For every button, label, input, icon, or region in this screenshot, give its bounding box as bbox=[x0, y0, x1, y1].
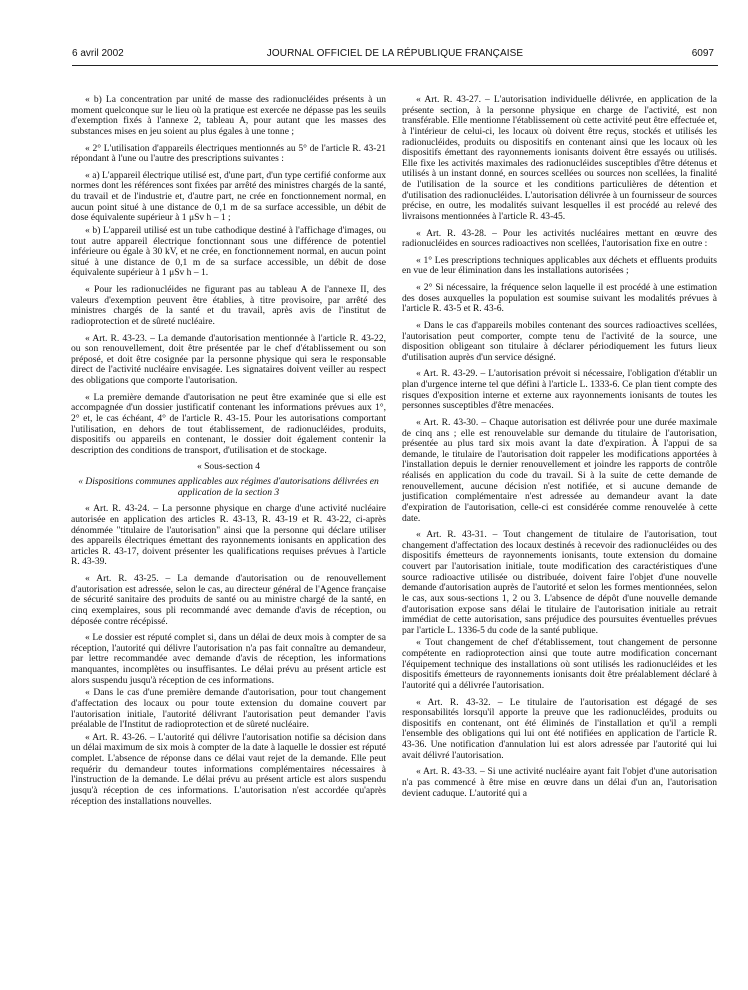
paragraph: « Tout changement de chef d'établissement, tout changement de personne compétente en radioprotection ainsi que toute autre modification concernant l'équipement technique des installations où sont utilisés les radionucléides et les dispositifs émetteurs de rayonnements ionisants doit être préalablement déclaré à l'autorité qui a délivrée l'autorisation. bbox=[402, 637, 717, 691]
section-title: « Sous-section 4 bbox=[196, 461, 261, 473]
paragraph: « a) L'appareil électrique utilisé est, d'une part, d'un type certifié conforme aux normes dont les références sont fixées par arrêté des ministres chargés de la santé, du travail et de l'industrie et, d'autre part, ne crée en fonctionnement normal, en aucun point situé à une distance de 0,1 m de sa surface accessible, un débit de dose équivalente supérieur à 1 μSv h – 1 ; bbox=[71, 169, 386, 224]
paragraph: « Art. R. 43-30. – Chaque autorisation est délivrée pour une durée maximale de cinq ans ; elle est renouvelable sur demande du titulaire de l'autorisation, présentée au plus tard six mois avant la date d'expiration. À l'appui de sa demande, le titulaire de l'autorisation doit rappeler les modifications apportées à l'installation depuis le dernier renouvellement et joindre les rapports de contrôle réalisés en application du code du travail. Si à la suite de cette demande de renouvellement, aucune décision n'est notifiée, et si aucune demande de justification complémentaire n'est adressée au demandeur avant la date d'expiration de l'autorisation, celle-ci est considérée comme renouvelée à cette date. bbox=[402, 416, 717, 524]
paragraph: « 1° Les prescriptions techniques applicables aux déchets et effluents produits en vue de leur élimination dans les installations autorisées ; bbox=[402, 254, 717, 277]
header-journal-title: JOURNAL OFFICIEL DE LA RÉPUBLIQUE FRANÇAISE bbox=[266, 48, 524, 59]
paragraph: « b) La concentration par unité de masse des radionucléides présents à un moment quelconque sur le lieu où la pratique est exercée ne dépasse pas les seuils d'exemption fixés à l'annexe 2, tableau A, pour autant que les masses des substances mises en jeu soient au plus égales à une tonne ; bbox=[71, 94, 386, 137]
header-rule bbox=[72, 65, 718, 66]
paragraph: « Art. R. 43-25. – La demande d'autorisation ou de renouvellement d'autorisation est adressée, selon le cas, au directeur général de l'Agence française de sécurité sanitaire des produits de santé ou au ministre chargé de la santé, en cinq exemplaires, sous pli recommandé avec demande d'avis de réception, ou déposée contre récépissé. bbox=[71, 573, 386, 627]
paragraph: « Art. R. 43-26. – L'autorité qui délivre l'autorisation notifie sa décision dans un délai maximum de six mois à compter de la date à laquelle le dossier est réputé complet. L'absence de réponse dans ce délai vaut rejet de la demande. Elle peut requérir du demandeur toutes informations complémentaires nécessaires à l'instruction de la demande. Le délai prévu au présent article est alors suspendu jusqu'à réception de ces informations. L'autorisation n'est accordée qu'après réception des installations nouvelles. bbox=[71, 731, 386, 807]
header-date: 6 avril 2002 bbox=[72, 48, 124, 59]
paragraph: « 2° L'utilisation d'appareils électriques mentionnés au 5° de l'article R. 43-21 répondant à l'une ou l'autre des prescriptions suivantes : bbox=[71, 142, 386, 165]
paragraph: « Art. R. 43-28. – Pour les activités nucléaires mettant en œuvre des radionucléides en sources radioactives non scellées, l'autorisation fixe en outre : bbox=[402, 227, 717, 250]
paragraph: « La première demande d'autorisation ne peut être examinée que si elle est accompagnée d'un dossier justificatif contenant les informations prévues aux 1°, 2° et, le cas échéant, 4° de l'article R. 43-15. Pour les autorisations comportant l'utilisation, en dehors de tout établissement, de radionucléides, produits, dispositifs ou appareils en contenant, le dossier doit également contenir la description des conditions de transport, d'utilisation et de stockage. bbox=[71, 391, 386, 456]
paragraph: « Art. R. 43-27. – L'autorisation individuelle délivrée, en application de la présente section, à la personne physique en charge de l'activité, est non transférable. Elle mentionne l'établissement où cette activité peut être effectuée et, à l'intérieur de celui-ci, les locaux où doivent être reçus, stockés et utilisés les radionucléides, produits ou dispositifs en contenant ainsi que les locaux où les dispositifs émettant des rayonnements ionisants doivent être essayés ou utilisés. Elle fixe les activités maximales des radionucléides susceptibles d'être détenus et utilisés à un instant donné, en sources scellées ou sources non scellées, la finalité de l'utilisation de la source et les conditions particulières de détention et d'utilisation des radionucléides. L'autorisation délivrée à un fournisseur de sources précise, en outre, les modalités suivant lesquelles il est procédé au relevé des livraisons mentionnées à l'article R. 43-45. bbox=[402, 94, 717, 222]
paragraph: « Art. R. 43-29. – L'autorisation prévoit si nécessaire, l'obligation d'établir un plan d'urgence interne tel que défini à l'article L. 1333-6. Ce plan tient compte des risques d'exposition interne et externe aux rayonnements ionisants de toutes les personnes susceptibles d'être menacées. bbox=[402, 368, 717, 412]
paragraph: « Art. R. 43-32. – Le titulaire de l'autorisation est dégagé de ses responsabilités lorsqu'il apporte la preuve que les radionucléides, produits ou dispositifs en contenant, ont été éliminés de l'installation et qu'il a rempli l'ensemble des obligations qui lui ont été notifiées en application de l'article R. 43-36. Une notification d'annulation lui est alors adressée par l'autorité qui lui avait délivré l'autorisation. bbox=[402, 696, 717, 761]
paragraph: « Art. R. 43-24. – La personne physique en charge d'une activité nucléaire autorisée en application des articles R. 43-13, R. 43-19 et R. 43-22, ci-après dénommée "titulaire de l'autorisation" ainsi que la personne qui déclare utiliser des appareils électriques émettant des rayonnements ionisants en application des articles R. 43-17, doivent présenter les qualifications requises prévues à l'article R. 43-39. bbox=[71, 503, 386, 568]
paragraph: « Art. R. 43-33. – Si une activité nucléaire ayant fait l'objet d'une autorisation n'a pas commencé à être mise en œuvre dans un délai d'un an, l'autorisation devient caduque. L'autorité qui a bbox=[402, 766, 717, 799]
section-subtitle: « Dispositions communes applicables aux régimes d'autorisations délivrées en application de la section 3 bbox=[78, 476, 379, 498]
paragraph: « Dans le cas d'une première demande d'autorisation, pour tout changement d'affectation des locaux ou pour toute extension du domaine couvert par l'autorisation initiale, l'autorité délivrant l'autorisation peut demander l'avis préalable de l'Institut de radioprotection et de sûreté nucléaire. bbox=[71, 687, 386, 731]
paragraph: « Art. R. 43-31. – Tout changement de titulaire de l'autorisation, tout changement d'affectation des locaux destinés à recevoir des radionucléides ou des dispositifs émetteurs de rayonnements ionisants, toute extension du domaine couvert par l'autorisation initiale, toute modification des caractéristiques d'une source radioactive utilisée ou distribuée, doivent faire l'objet d'une nouvelle demande d'autorisation auprès de l'autorité et selon les formes mentionnées, selon le cas, aux sous-sections 1, 2 ou 3. L'absence de dépôt d'une nouvelle demande d'autorisation expose sans délai le titulaire de l'autorisation initiale au retrait immédiat de cette autorisation, sans préjudice des poursuites éventuelles prévues par l'article L. 1336-5 du code de la santé publique. bbox=[402, 529, 717, 636]
paragraph: « Art. R. 43-23. – La demande d'autorisation mentionnée à l'article R. 43-22, ou son renouvellement, doit être présentée par le chef d'établissement ou son préposé, et doit être cosignée par la personne physique qui sera le responsable direct de l'activité nucléaire envisagée. Les signataires doivent veiller au respect des obligations que comporte l'autorisation. bbox=[71, 332, 386, 386]
paragraph: « b) L'appareil utilisé est un tube cathodique destiné à l'affichage d'images, ou tout autre appareil électrique fonctionnant sous une différence de potentiel inférieure ou égale à 30 kV, et ne crée, en fonctionnement normal, en aucun point situé à une distance de 0,1 m de sa surface accessible, un débit de dose équivalente supérieur à 1 μSv h – 1. bbox=[71, 224, 386, 279]
right-column bbox=[402, 95, 717, 805]
left-column bbox=[71, 95, 386, 813]
paragraph: « Pour les radionucléides ne figurant pas au tableau A de l'annexe II, des valeurs d'exemption peuvent être établies, à titre provisoire, par arrêté des ministres chargés de la santé et du travail, après avis de l'institut de radioprotection et de sûreté nucléaire. bbox=[71, 284, 386, 327]
paragraph: « Dans le cas d'appareils mobiles contenant des sources radioactives scellées, l'autorisation peut comporter, compte tenu de l'activité de la source, une disposition obligeant son titulaire à déclarer périodiquement les futurs lieux d'utilisation auprès d'un service désigné. bbox=[402, 319, 717, 363]
page-header bbox=[72, 48, 718, 62]
header-page-number: 6097 bbox=[691, 48, 714, 59]
paragraph: « 2° Si nécessaire, la fréquence selon laquelle il est procédé à une estimation des doses auxquelles la population est soumise suivant les modalités prévues à l'article R. 43-5 et R. 43-6. bbox=[402, 282, 717, 315]
paragraph: « Le dossier est réputé complet si, dans un délai de deux mois à compter de sa réception, l'autorité qui délivre l'autorisation n'a pas fait connaître au demandeur, par lettre recommandée avec demande d'avis de réception, les informations manquantes, incomplètes ou insuffisantes. Le délai prévu au présent article est alors suspendu jusqu'à réception de ces informations. bbox=[71, 632, 386, 686]
